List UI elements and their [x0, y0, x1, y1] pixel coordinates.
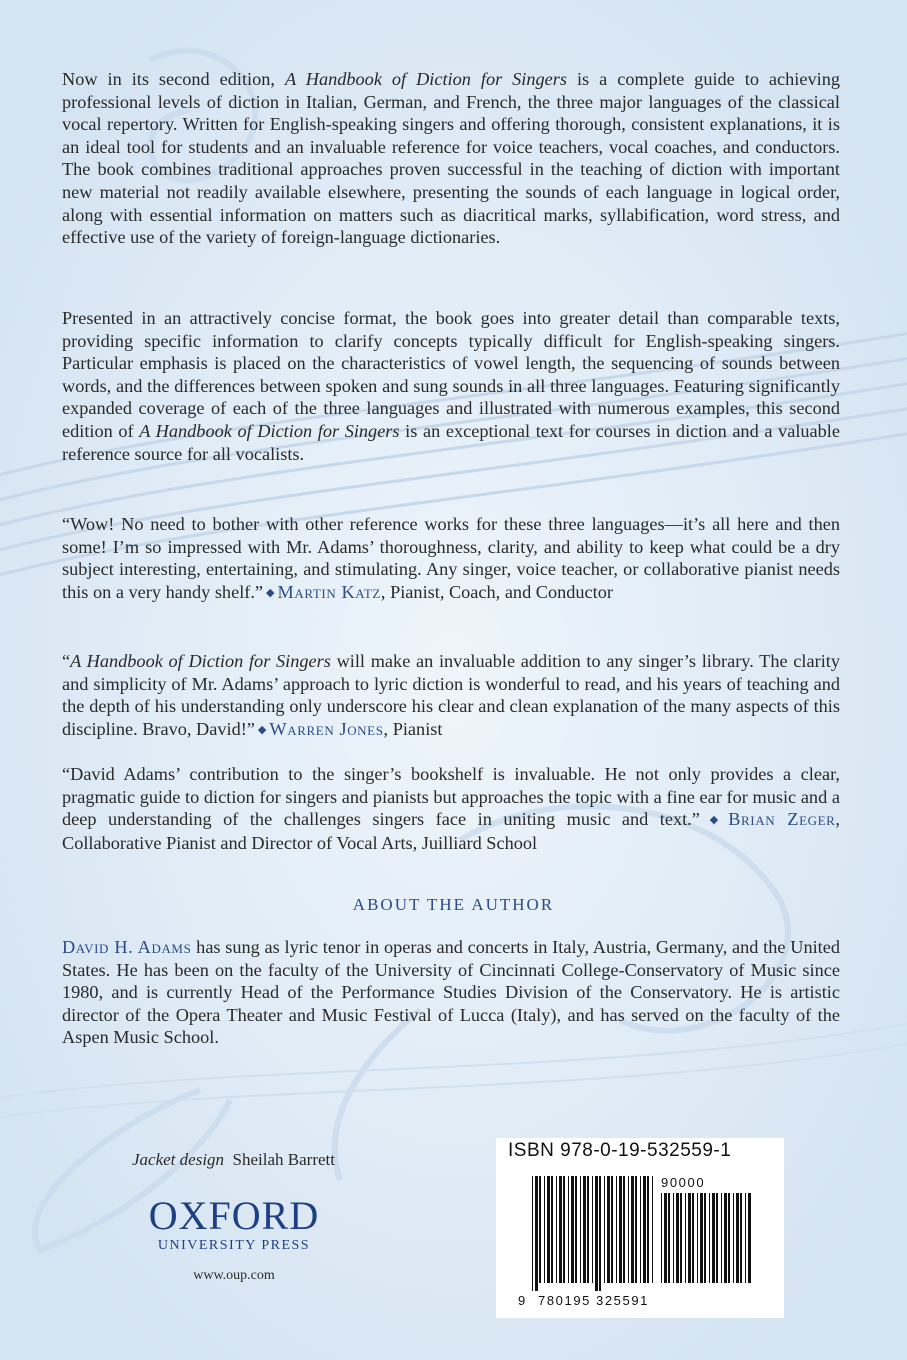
barcode-bar	[628, 1176, 629, 1283]
barcode-bar	[728, 1193, 730, 1283]
barcode-bar	[733, 1193, 734, 1283]
barcode-bar	[587, 1176, 589, 1283]
description-text: is an exceptional text for courses in diction and a valuable reference source for all vocalists.	[62, 420, 840, 464]
blurb-brian-zeger	[62, 763, 840, 854]
barcode-bar	[616, 1176, 617, 1283]
barcode-bar	[640, 1176, 641, 1283]
barcode-bar	[547, 1176, 550, 1283]
ean-digits-left: 780195	[538, 1293, 591, 1308]
barcode-bar	[568, 1176, 569, 1283]
barcode-bar	[688, 1193, 691, 1283]
blurb-author: Brian Zeger	[728, 809, 836, 830]
barcode-bar	[740, 1193, 742, 1283]
barcode-bar	[607, 1176, 610, 1283]
barcode-bar	[692, 1193, 694, 1283]
barcode-bar	[712, 1193, 715, 1283]
barcode-bar	[664, 1193, 667, 1283]
barcode-bar	[668, 1193, 670, 1283]
description-text: Now in its second edition,	[62, 69, 285, 89]
barcode-bar	[661, 1193, 662, 1283]
barcode-bar	[563, 1176, 565, 1283]
blurb-quote: will make an invaluable addition to any singer’s library. The clarity and simplicity of Mr. Adams’ approach to lyric diction is wonderful to read, and his years of teaching and the depth of his understanding only underscore his clear and clean explanation of the many aspects of this discipline. Bravo, David!”	[62, 651, 840, 739]
description-text: Presented in an attractively concise format, the book goes into greater detail than comparable texts, providing specific information to clarify concepts typically difficult for English-speaking singers. Particular emphasis is placed on the characteristics of vowel length, the sequencing of sounds between words, and the differences between spoken and sung sounds in all three languages. Featuring significantly expanded coverage of each of the three languages and illustrated with numerous examples, this second edition of	[62, 308, 840, 441]
barcode-bar	[716, 1193, 718, 1283]
barcode-bar	[748, 1193, 751, 1283]
description-paragraph-1	[62, 68, 840, 249]
book-title: A Handbook of Diction for Singers	[284, 69, 568, 89]
blurb-role: , Collaborative Pianist and Director of Vocal Arts, Juilliard School	[62, 809, 840, 853]
oxford-logo: OXFORD	[148, 1193, 320, 1238]
barcode-bar	[575, 1176, 577, 1283]
barcode-bar	[611, 1176, 613, 1283]
blurb-author: Warren Jones	[269, 718, 384, 739]
barcode-bar	[721, 1193, 722, 1283]
barcode-bar	[539, 1176, 541, 1283]
barcode-bar	[724, 1193, 727, 1283]
ean-digits-right: 325591	[596, 1293, 649, 1308]
barcode-bar	[736, 1193, 739, 1283]
blurb-role: , Pianist, Coach, and Conductor	[380, 581, 613, 602]
barcode-bar	[623, 1176, 625, 1283]
barcode-bar	[652, 1176, 653, 1283]
barcode-bar	[559, 1176, 562, 1283]
blurb-role: , Pianist	[383, 718, 443, 739]
barcode-bar	[619, 1176, 622, 1283]
ean-lead-digit: 9	[518, 1293, 527, 1308]
barcode-bar	[604, 1176, 605, 1283]
ean-barcode	[532, 1176, 656, 1291]
author-name: David H. Adams	[62, 937, 192, 957]
book-title: A Handbook of Diction for Singers	[139, 420, 400, 441]
isbn-label: ISBN 978-0-19-532559-1	[508, 1140, 732, 1161]
about-author-heading: ABOUT THE AUTHOR	[352, 895, 555, 914]
isbn-barcode-box	[496, 1138, 784, 1318]
university-press-label: UNIVERSITY PRESS	[157, 1238, 311, 1253]
quote-mark: “	[62, 651, 71, 671]
book-title: A Handbook of Diction for Singers	[70, 651, 331, 671]
barcode-bar	[592, 1176, 593, 1283]
barcode-bar	[700, 1193, 703, 1283]
barcode-bar	[535, 1176, 538, 1291]
jacket-designer: Sheilah Barrett	[232, 1150, 335, 1169]
barcode-bar	[680, 1193, 682, 1283]
barcode-bar	[599, 1176, 601, 1291]
barcode-bar	[745, 1193, 746, 1283]
barcode-bar	[697, 1193, 698, 1283]
publisher-url[interactable]: www.oup.com	[193, 1268, 275, 1283]
barcode-bar	[685, 1193, 686, 1283]
diamond-ornament-icon: ◆	[702, 814, 726, 827]
about-author-paragraph	[62, 936, 840, 1049]
blurb-warren-jones	[62, 650, 840, 741]
author-bio: has sung as lyric tenor in operas and concerts in Italy, Austria, Germany, and the United States. He has been on the faculty of the University of Cincinnati College-Conservatory of Music since 1980, and is currently Head of the Performance Studies Division of the Conservatory. He is artistic director of the Opera Theater and Music Festival of Lucca (Italy), and has served on the faculty of the Aspen Music School.	[62, 937, 841, 1048]
price-code: 90000	[661, 1175, 706, 1190]
barcode-bar	[709, 1193, 710, 1283]
jacket-credit-label: Jacket design	[132, 1150, 225, 1169]
description-text: is a complete guide to achieving professional levels of diction in Italian, German, and French, the three major languages of the classical vocal repertory. Written for English-speaking singers and offering thorough, consistent explanations, it is an ideal tool for students and an invaluable reference for voice teachers, vocal coaches, and conductors. The book combines traditional approaches proven successful in the teaching of diction with important new material not readily available elsewhere, presenting the sounds of each language in logical order, along with essential information on matters such as diacritical marks, syllabification, word stress, and effective use of the variety of foreign-language dictionaries.	[62, 69, 840, 248]
barcode-bar	[631, 1176, 634, 1283]
diamond-ornament-icon: ◆	[266, 586, 275, 599]
barcode-bar	[583, 1176, 586, 1283]
diamond-ornament-icon: ◆	[257, 723, 267, 736]
barcode-bar	[635, 1176, 637, 1283]
barcode-bar	[551, 1176, 553, 1283]
blurb-quote: “Wow! No need to bother with other reference works for these three languages—it’s all here and then some! I’m so impressed with Mr. Adams’ thoroughness, clarity, and ability to keep what could be a dry subject interesting, entertaining, and stimulating. Any singer, voice teacher, or collaborative pianist needs this on a very handy shelf.”	[62, 514, 840, 602]
barcode-bar	[544, 1176, 545, 1283]
barcode-bar	[532, 1176, 533, 1291]
barcode-bar	[556, 1176, 557, 1283]
description-paragraph-2	[62, 307, 840, 465]
barcode-bar	[676, 1193, 679, 1283]
blurb-quote: “David Adams’ contribution to the singer’s bookshelf is invaluable. He not only provides a clear, pragmatic guide to diction for singers and pianists but approaches the topic with a fine ear for music and a deep understanding of the challenges singers face in uniting music and text.”	[62, 764, 840, 830]
barcode-bar	[571, 1176, 574, 1283]
barcode-bar	[673, 1193, 674, 1283]
barcode-bar	[595, 1176, 598, 1291]
jacket-credit	[132, 1150, 335, 1170]
price-barcode	[661, 1193, 751, 1291]
barcode-bar	[647, 1176, 649, 1283]
barcode-bar	[580, 1176, 581, 1283]
barcode-bar	[704, 1193, 706, 1283]
barcode-bar	[643, 1176, 646, 1283]
blurb-author: Martin Katz	[277, 581, 381, 602]
blurb-martin-katz	[62, 513, 840, 604]
